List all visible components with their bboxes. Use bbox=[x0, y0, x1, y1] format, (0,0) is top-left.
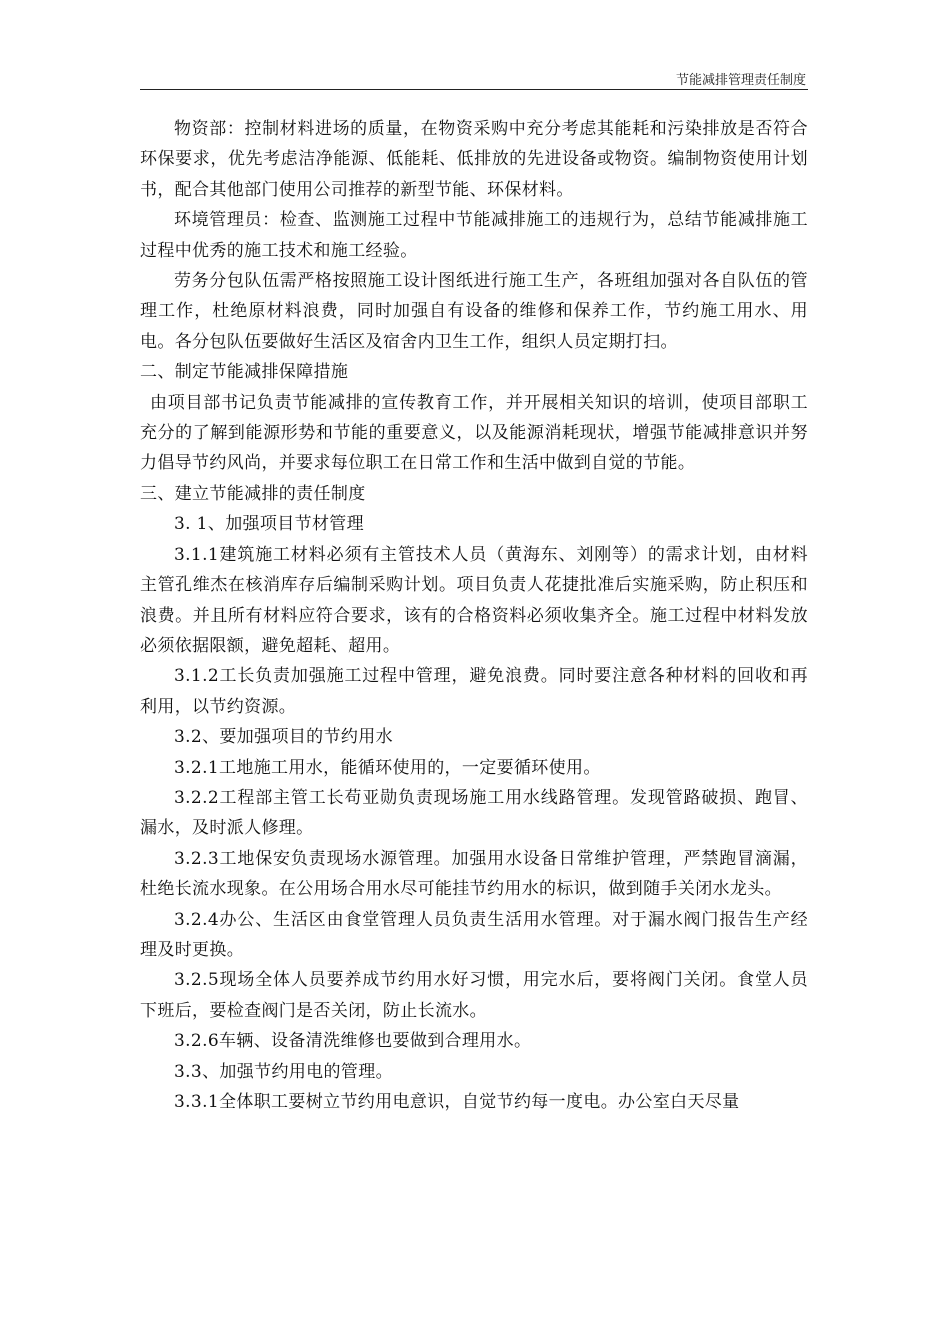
subheading-3-2: 3.2、要加强项目的节约用水 bbox=[174, 727, 393, 748]
subheading-3-1: 3. 1、加强项目节材管理 bbox=[174, 514, 364, 535]
paragraph-3-2-1: 3.2.1工地施工用水，能循环使用的，一定要循环使用。 bbox=[174, 757, 601, 778]
paragraph-3-2-6: 3.2.6车辆、设备清洗维修也要做到合理用水。 bbox=[174, 1031, 532, 1052]
paragraph-3-2-3: 3.2.3工地保安负责现场水源管理。加强用水设备日常维护管理，严禁跑冒滴漏，杜绝长流水现象。在公用场合用水尽可能挂节约用水的标识，做到随手关闭水龙头。 bbox=[140, 848, 808, 900]
section-heading-2: 二、制定节能减排保障措施 bbox=[140, 362, 349, 383]
paragraph-env-manager: 环境管理员：检查、监测施工过程中节能减排施工的违规行为，总结节能减排施工过程中优秀的施工技术和施工经验。 bbox=[140, 210, 808, 261]
paragraph-3-2-2: 3.2.2工程部主管工长苟亚勋负责现场施工用水线路管理。发现管路破损、跑冒、漏水，及时派人修理。 bbox=[140, 787, 808, 839]
paragraph-3-1-1: 3.1.1建筑施工材料必须有主管技术人员（黄海东、刘刚等）的需求计划，由材料主管孔维杰在核消库存后编制采购计划。项目负责人花捷批准后实施采购，防止积压和浪费。并且所有材料应符合要求，该有的合格资料必须收集齐全。施工过程中材料发放必须依据限额，避免超耗、超用。 bbox=[140, 544, 808, 656]
subheading-3-3: 3.3、加强节约用电的管理。 bbox=[174, 1061, 393, 1082]
paragraph-3-1-2: 3.1.2工长负责加强施工过程中管理，避免浪费。同时要注意各种材料的回收和再利用，以节约资源。 bbox=[140, 666, 808, 717]
paragraph-materials-dept: 物资部：控制材料进场的质量，在物资采购中充分考虑其能耗和污染排放是否符合环保要求，优先考虑洁净能源、低能耗、低排放的先进设备或物资。编制物资使用计划书，配合其他部门使用公司推荐的新型节能、环保材料。 bbox=[140, 119, 808, 200]
paragraph-publicity: 由项目部书记负责节能减排的宣传教育工作，并开展相关知识的培训，使项目部职工充分的了解到能源形势和节能的重要意义，以及能源消耗现状，增强节能减排意识并努力倡导节约风尚，并要求每位职工在日常工作和生活中做到自觉的节能。 bbox=[140, 392, 808, 474]
paragraph-3-2-4: 3.2.4办公、生活区由食堂管理人员负责生活用水管理。对于漏水阀门报告生产经理及时更换。 bbox=[140, 909, 808, 960]
paragraph-3-3-1: 3.3.1全体职工要树立节约用电意识，自觉节约每一度电。办公室白天尽量 bbox=[174, 1092, 740, 1112]
document-body bbox=[140, 114, 808, 1117]
paragraph-3-2-5: 3.2.5现场全体人员要养成节约用水好习惯，用完水后，要将阀门关闭。食堂人员下班后，要检查阀门是否关闭，防止长流水。 bbox=[140, 970, 808, 1021]
paragraph-labor-subcontract: 劳务分包队伍需严格按照施工设计图纸进行施工生产，各班组加强对各自队伍的管理工作，杜绝原材料浪费，同时加强自有设备的维修和保养工作，节约施工用水、用电。各分包队伍要做好生活区及宿舍内卫生工作，组织人员定期打扫。 bbox=[140, 271, 808, 352]
section-heading-3: 三、建立节能减排的责任制度 bbox=[140, 483, 366, 504]
header-title: 节能减排管理责任制度 bbox=[675, 73, 806, 88]
page-header bbox=[140, 66, 808, 90]
